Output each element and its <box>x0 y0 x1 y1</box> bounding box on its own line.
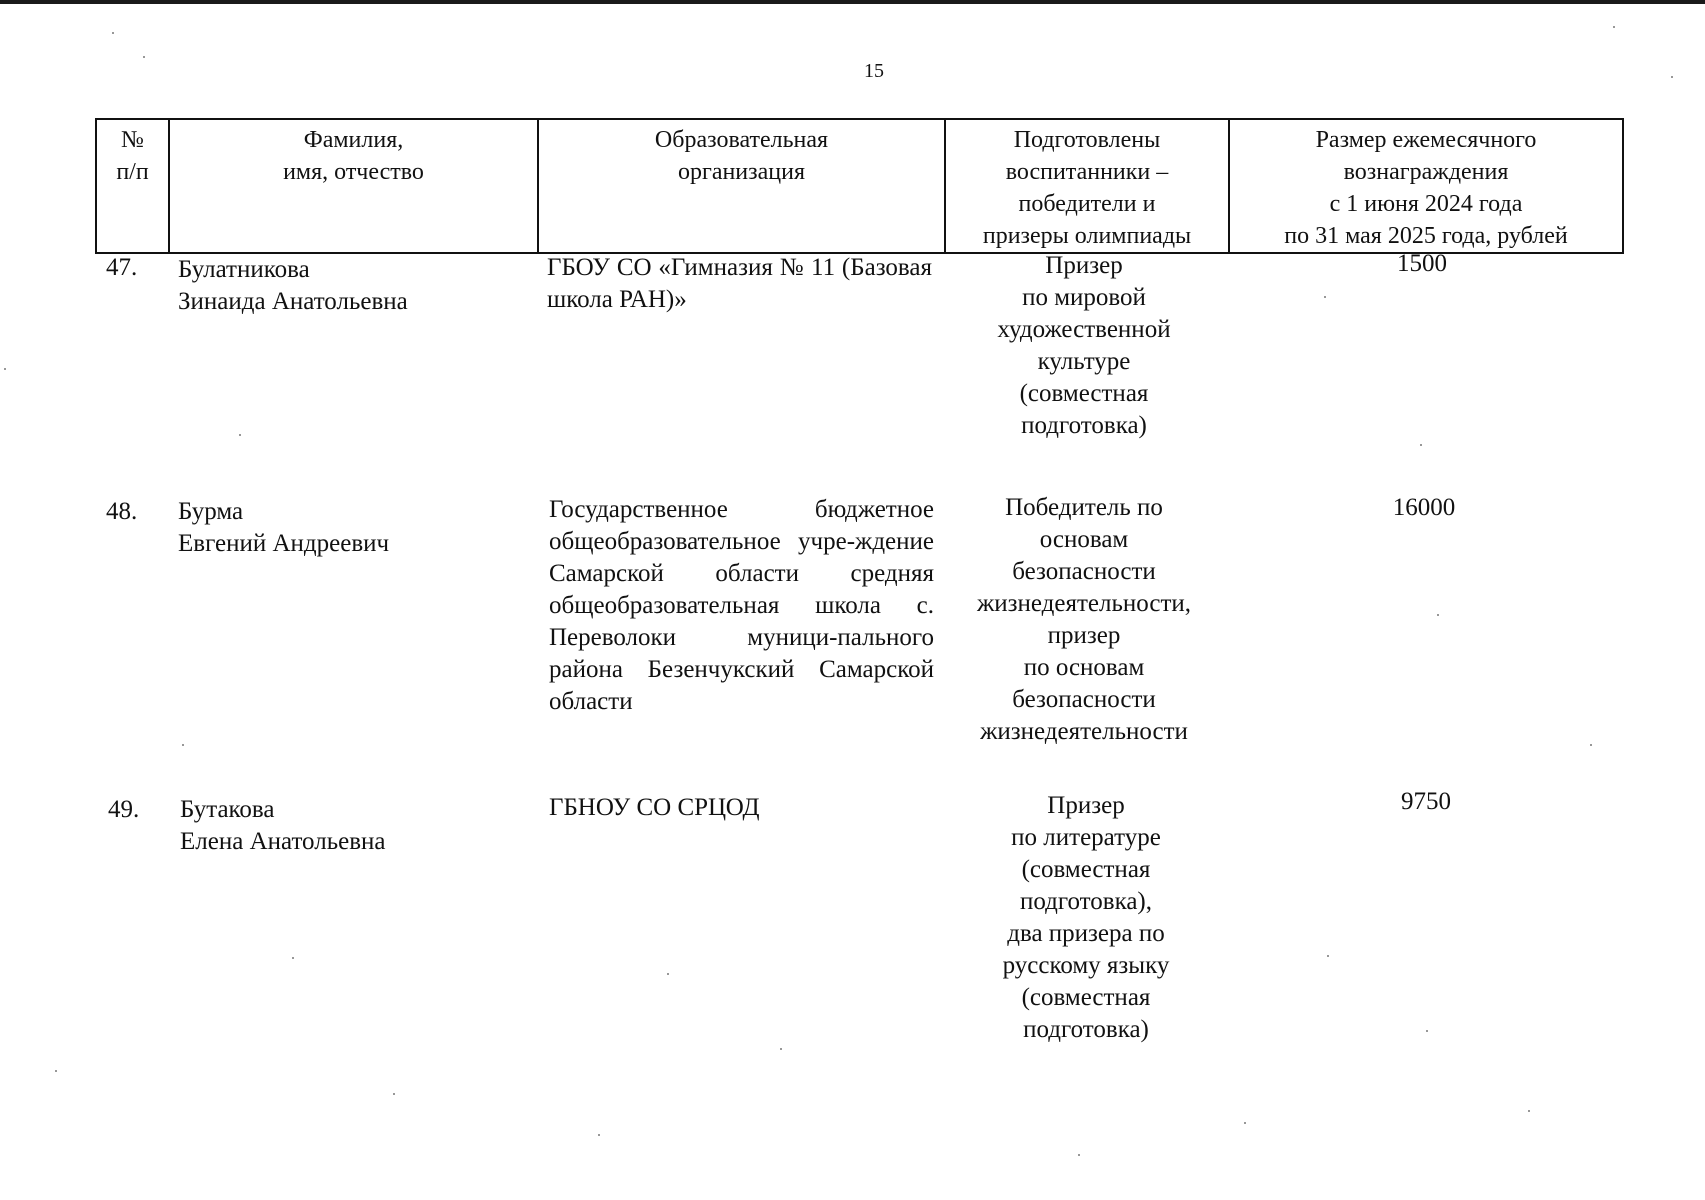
scan-speck <box>1078 1154 1080 1156</box>
scan-speck <box>1528 1110 1530 1112</box>
row-organization: Государственное бюджетное общеобразовательное учре-ждение Самарской области средняя общеобразовательная школа с. Переволоки муници-пального района Безенчукский Самарской области <box>549 496 934 715</box>
scan-speck <box>1590 744 1592 746</box>
scan-speck <box>1437 614 1439 616</box>
row-monthly-reward: 16000 <box>1392 494 1456 521</box>
row-monthly-reward: 1500 <box>1397 250 1447 277</box>
header-organization: Образовательная организация <box>538 119 945 253</box>
scan-speck <box>1324 296 1326 298</box>
row-prepared-students: Победитель по основам безопасности жизнедеятельности, призер по основам безопасности жизнедеятельности <box>976 494 1192 745</box>
scan-speck <box>393 1093 395 1095</box>
page-number: 15 <box>864 60 884 82</box>
header-number: № п/п <box>96 119 169 253</box>
scan-speck <box>1613 26 1615 28</box>
scan-top-edge <box>0 0 1705 4</box>
scan-speck <box>667 973 669 975</box>
scan-speck <box>1671 76 1673 78</box>
scan-speck <box>182 744 184 746</box>
scan-speck <box>1327 955 1329 957</box>
row-number: 48. <box>106 498 138 525</box>
row-number: 49. <box>108 796 140 823</box>
row-full-name: Бутакова Елена Анатольевна <box>180 796 386 855</box>
scan-speck <box>239 434 241 436</box>
row-prepared-students: Призер по мировой художественной культуре (совместная подготовка) <box>997 252 1171 439</box>
scan-speck <box>292 957 294 959</box>
row-monthly-reward: 9750 <box>1401 788 1451 815</box>
row-organization: ГБНОУ СО СРЦОД <box>549 794 760 821</box>
header-monthly-reward: Размер ежемесячного вознаграждения с 1 июня 2024 года по 31 мая 2025 года, рублей <box>1229 119 1623 253</box>
header-prepared-students: Подготовлены воспитанники – победители и призеры олимпиады <box>945 119 1229 253</box>
scan-speck <box>143 56 145 58</box>
row-prepared-students: Призер по литературе (совместная подготовка), два призера по русскому языку (совместная подготовка) <box>1002 792 1170 1043</box>
scan-speck <box>4 368 6 370</box>
scan-speck <box>1426 1030 1428 1032</box>
scan-speck <box>1420 444 1422 446</box>
header-row <box>96 119 1623 253</box>
table-header <box>95 118 1624 254</box>
scan-speck <box>55 1070 57 1072</box>
header-full-name: Фамилия, имя, отчество <box>169 119 538 253</box>
scan-speck <box>598 1134 600 1136</box>
row-organization: ГБОУ СО «Гимназия № 11 (Базовая школа РАН)» <box>547 254 932 313</box>
scan-speck <box>112 32 114 34</box>
row-full-name: Бурма Евгений Андреевич <box>178 498 390 557</box>
scan-speck <box>1244 1122 1246 1124</box>
row-number: 47. <box>106 254 138 281</box>
scan-speck <box>780 1048 782 1050</box>
row-full-name: Булатникова Зинаида Анатольевна <box>178 256 408 315</box>
